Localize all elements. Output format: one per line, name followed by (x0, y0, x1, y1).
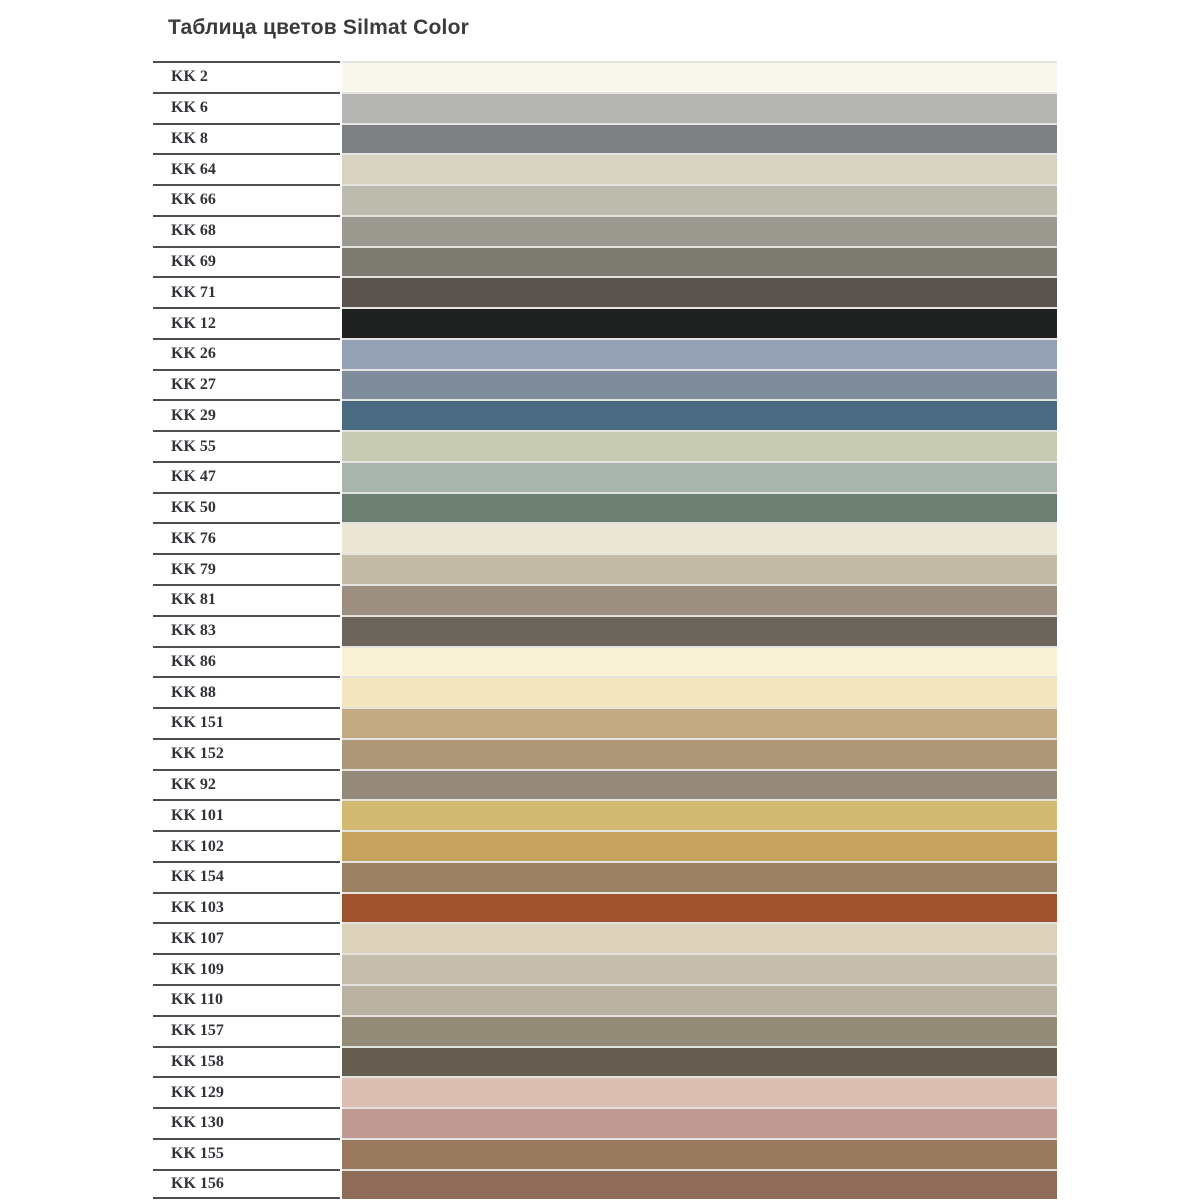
color-code-label: KK 110 (153, 984, 340, 1015)
table-row (153, 646, 1059, 677)
color-code-label: KK 8 (153, 123, 340, 154)
color-code-label: KK 2 (153, 61, 340, 92)
color-code-label: KK 130 (153, 1107, 340, 1138)
color-code-label: KK 154 (153, 861, 340, 892)
table-row (153, 246, 1059, 277)
color-code-label: KK 50 (153, 492, 340, 523)
color-swatch (342, 522, 1057, 553)
table-row (153, 492, 1059, 523)
page-title: Таблица цветов Silmat Color (168, 16, 469, 39)
table-row (153, 1076, 1059, 1107)
color-code-label: KK 92 (153, 769, 340, 800)
color-code-label: KK 55 (153, 430, 340, 461)
color-swatch (342, 430, 1057, 461)
color-swatch (342, 984, 1057, 1015)
table-row (153, 830, 1059, 861)
color-code-label: KK 71 (153, 276, 340, 307)
color-code-label: KK 129 (153, 1076, 340, 1107)
color-swatch (342, 246, 1057, 277)
color-swatch (342, 892, 1057, 923)
color-swatch (342, 153, 1057, 184)
color-swatch (342, 1169, 1057, 1200)
color-swatch (342, 553, 1057, 584)
table-row (153, 338, 1059, 369)
color-swatch (342, 1076, 1057, 1107)
color-table (153, 61, 1059, 1199)
table-row (153, 430, 1059, 461)
color-code-label: KK 102 (153, 830, 340, 861)
color-swatch (342, 1015, 1057, 1046)
color-swatch (342, 276, 1057, 307)
table-row (153, 553, 1059, 584)
color-code-label: KK 27 (153, 369, 340, 400)
color-swatch (342, 338, 1057, 369)
color-swatch (342, 1107, 1057, 1138)
color-swatch (342, 861, 1057, 892)
color-swatch (342, 922, 1057, 953)
table-row (153, 184, 1059, 215)
table-row (153, 1169, 1059, 1200)
color-swatch (342, 707, 1057, 738)
color-code-label: KK 103 (153, 892, 340, 923)
table-row (153, 738, 1059, 769)
color-swatch (342, 61, 1057, 92)
color-swatch (342, 123, 1057, 154)
color-swatch (342, 461, 1057, 492)
table-row (153, 892, 1059, 923)
color-swatch (342, 399, 1057, 430)
color-code-label: KK 152 (153, 738, 340, 769)
color-code-label: KK 158 (153, 1046, 340, 1077)
table-row (153, 399, 1059, 430)
color-swatch (342, 369, 1057, 400)
color-swatch (342, 738, 1057, 769)
table-row (153, 584, 1059, 615)
table-row (153, 92, 1059, 123)
color-code-label: KK 6 (153, 92, 340, 123)
color-code-label: KK 155 (153, 1138, 340, 1169)
color-swatch (342, 769, 1057, 800)
color-code-label: KK 109 (153, 953, 340, 984)
color-swatch (342, 584, 1057, 615)
color-code-label: KK 101 (153, 799, 340, 830)
table-row (153, 922, 1059, 953)
table-row (153, 123, 1059, 154)
table-row (153, 1138, 1059, 1169)
color-code-label: KK 79 (153, 553, 340, 584)
table-row (153, 461, 1059, 492)
table-row (153, 369, 1059, 400)
color-code-label: KK 86 (153, 646, 340, 677)
color-swatch (342, 676, 1057, 707)
table-row (153, 953, 1059, 984)
color-swatch (342, 953, 1057, 984)
color-swatch (342, 830, 1057, 861)
color-code-label: KK 83 (153, 615, 340, 646)
table-row (153, 1046, 1059, 1077)
color-code-label: KK 12 (153, 307, 340, 338)
color-code-label: KK 26 (153, 338, 340, 369)
table-row (153, 707, 1059, 738)
table-row (153, 307, 1059, 338)
table-row (153, 215, 1059, 246)
color-swatch (342, 1046, 1057, 1077)
table-row (153, 1107, 1059, 1138)
color-swatch (342, 799, 1057, 830)
color-code-label: KK 69 (153, 246, 340, 277)
color-code-label: KK 47 (153, 461, 340, 492)
color-swatch (342, 307, 1057, 338)
color-swatch (342, 184, 1057, 215)
table-row (153, 676, 1059, 707)
table-row (153, 522, 1059, 553)
color-swatch (342, 92, 1057, 123)
table-row (153, 615, 1059, 646)
color-code-label: KK 68 (153, 215, 340, 246)
table-row (153, 1015, 1059, 1046)
color-code-label: KK 107 (153, 922, 340, 953)
color-code-label: KK 88 (153, 676, 340, 707)
color-code-label: KK 151 (153, 707, 340, 738)
color-code-label: KK 157 (153, 1015, 340, 1046)
table-row (153, 799, 1059, 830)
color-code-label: KK 66 (153, 184, 340, 215)
color-swatch (342, 492, 1057, 523)
table-row (153, 61, 1059, 92)
color-code-label: KK 156 (153, 1169, 340, 1200)
table-row (153, 984, 1059, 1015)
table-row (153, 769, 1059, 800)
color-code-label: KK 29 (153, 399, 340, 430)
color-code-label: KK 81 (153, 584, 340, 615)
color-swatch (342, 1138, 1057, 1169)
table-row (153, 153, 1059, 184)
color-swatch (342, 615, 1057, 646)
color-swatch (342, 646, 1057, 677)
color-code-label: KK 76 (153, 522, 340, 553)
color-swatch (342, 215, 1057, 246)
color-code-label: KK 64 (153, 153, 340, 184)
table-row (153, 276, 1059, 307)
table-row (153, 861, 1059, 892)
